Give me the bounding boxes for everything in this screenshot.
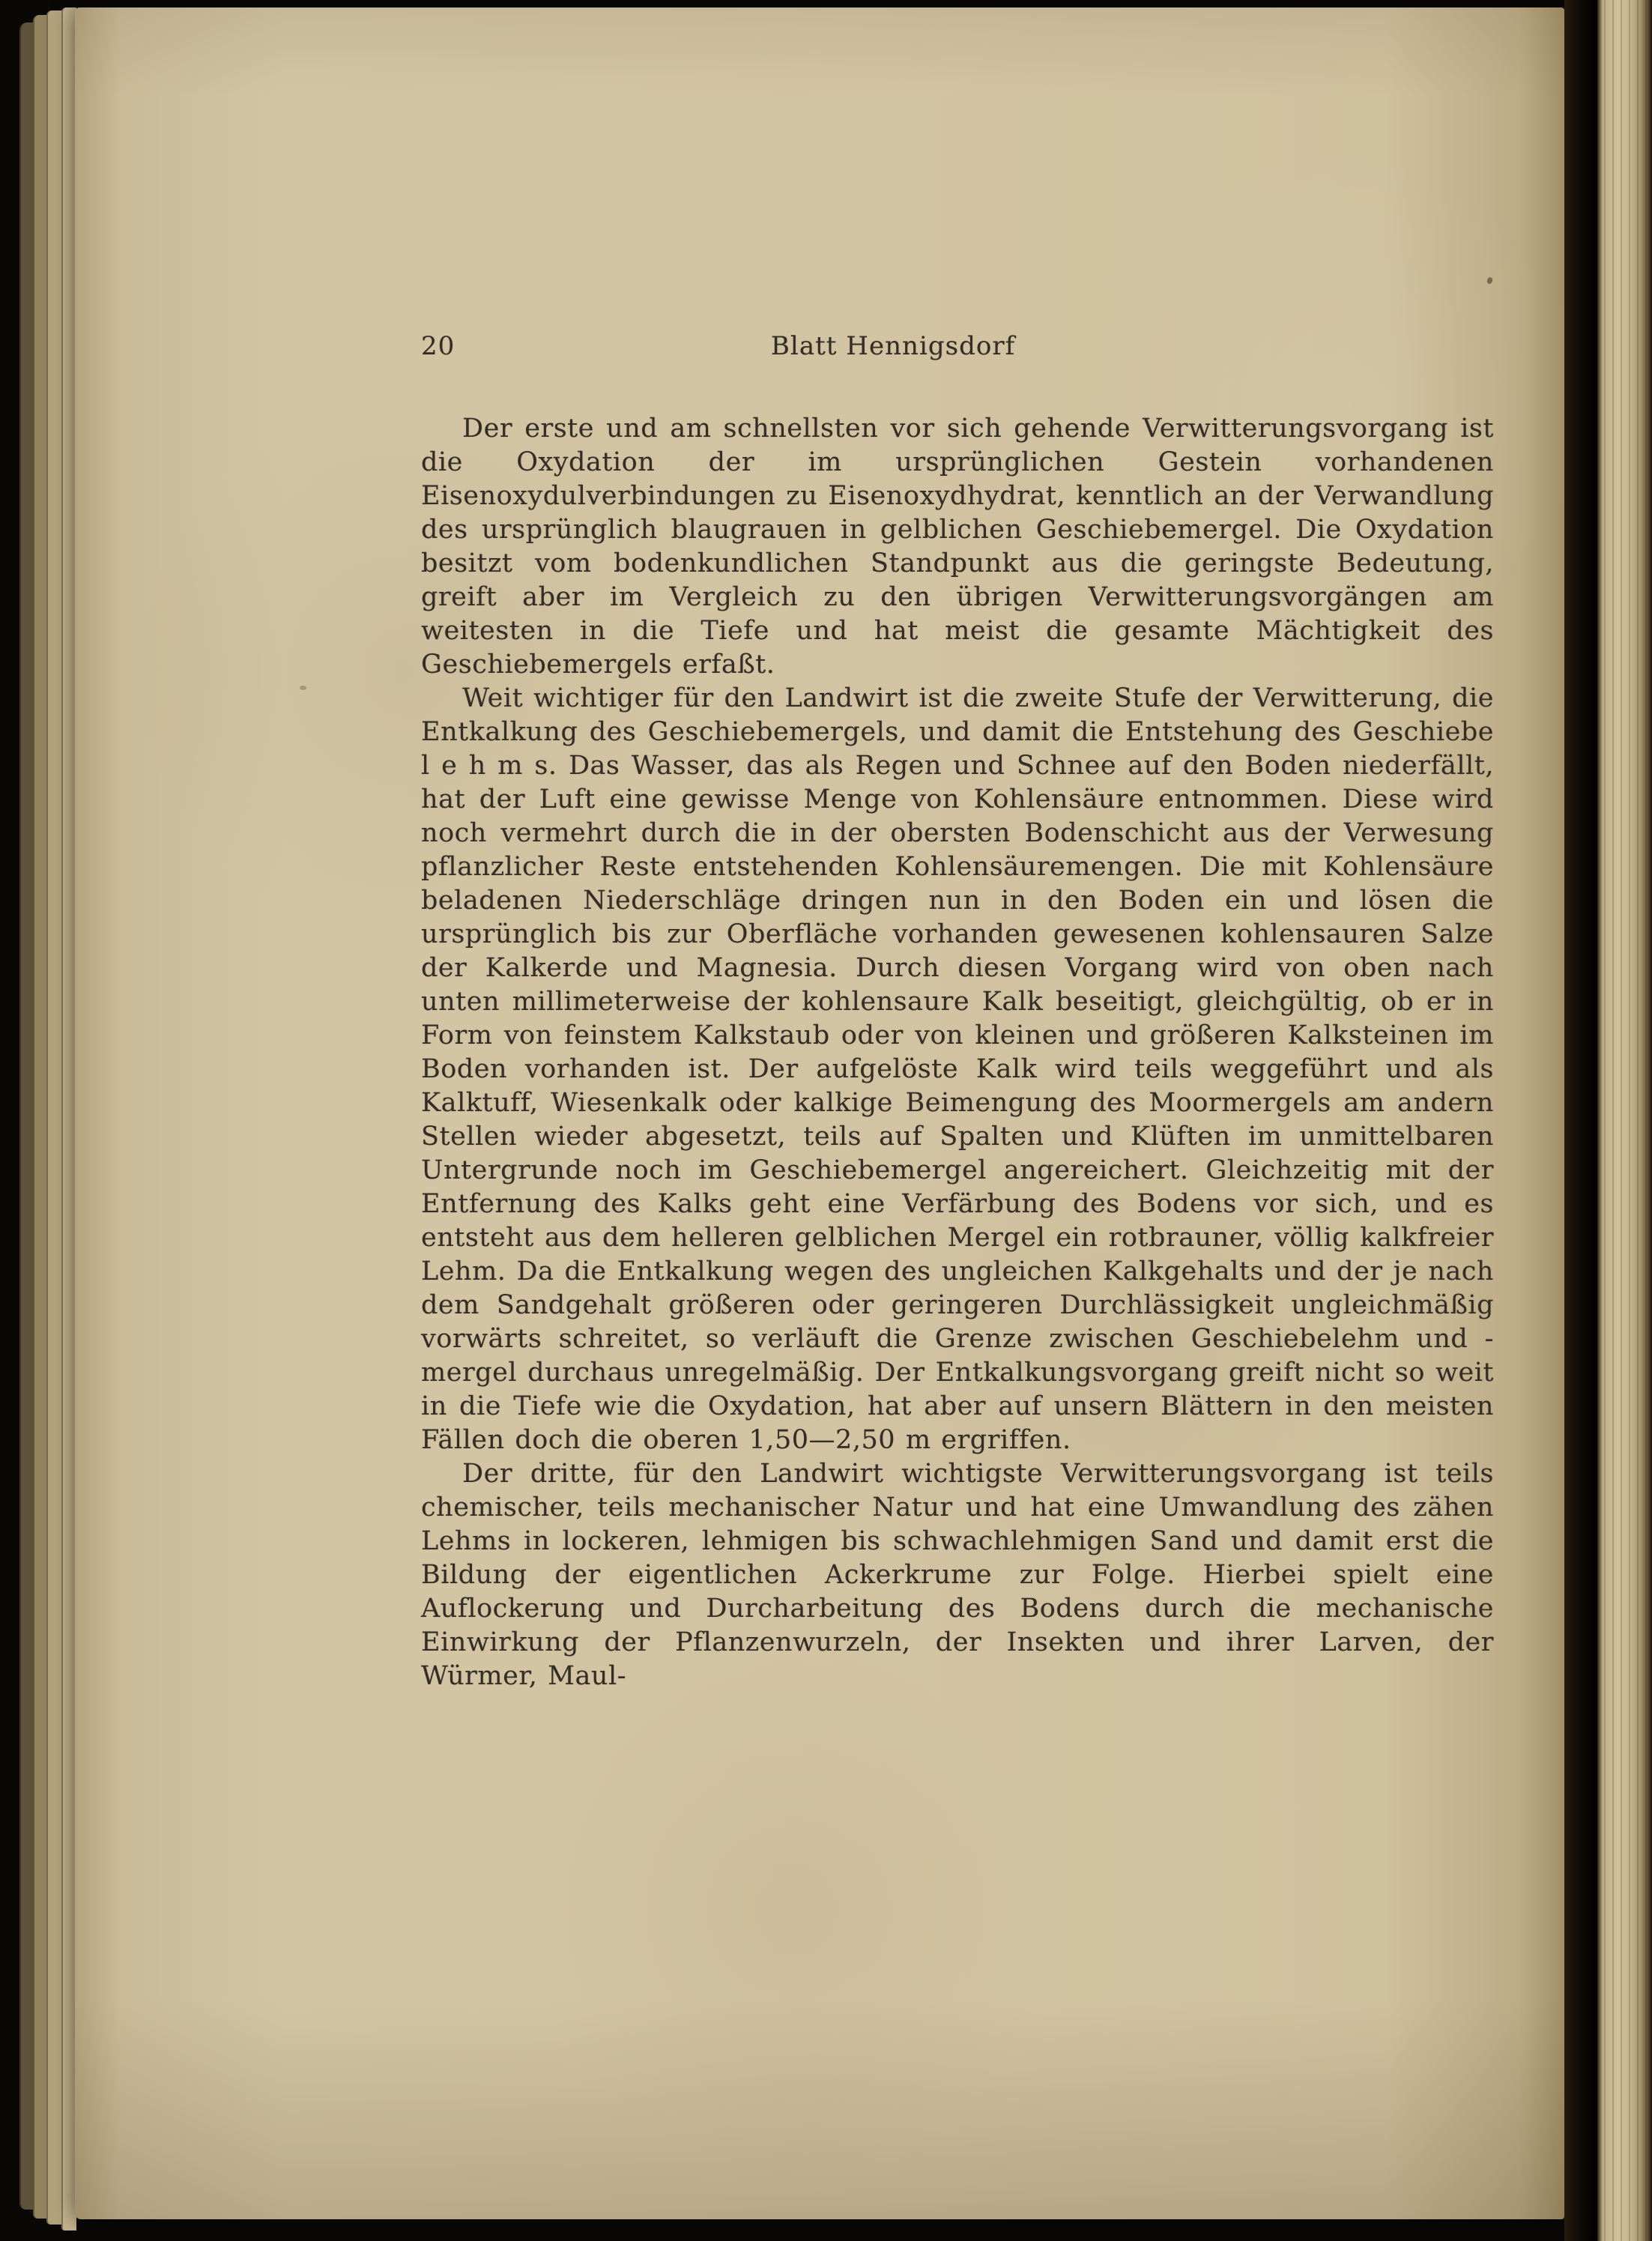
paragraph-2: Weit wichtiger für den Landwirt ist die zweite Stufe der Verwitterung, die Entkalkung des Geschiebemergels, und damit die Entstehung des Geschiebe l e h m s. Das Wasser, das als Regen und Schnee auf den Boden niederfällt, hat der Luft eine gewisse Menge von Kohlensäure entnommen. Diese wird noch vermehrt durch die in der obersten Bodenschicht aus der Verwesung pflanzlicher Reste entstehenden Kohlensäuremengen. Die mit Kohlensäure beladenen Niederschläge dringen nun in den Boden ein und lösen die ursprünglich bis zur Oberfläche vorhanden gewesenen kohlensauren Salze der Kalkerde und Magnesia. Durch diesen Vorgang wird von oben nach unten millimeterweise der kohlensaure Kalk beseitigt, gleichgültig, ob er in Form von feinstem Kalkstaub oder von kleinen und größeren Kalksteinen im Boden vorhanden ist. Der aufgelöste Kalk wird teils weggeführt und als Kalktuff, Wiesenkalk oder kalkige Beimengung des Moormergels am andern Stellen wieder abgesetzt, teils auf Spalten und Klüften im unmittelbaren Untergrunde noch im Geschiebemergel angereichert. Gleichzeitig mit der Entfernung des Kalks geht eine Verfärbung des Bodens vor sich, und es entsteht aus dem helleren gelblichen Mergel ein rotbrauner, völlig kalkfreier Lehm. Da die Entkalkung wegen des ungleichen Kalkgehalts und der je nach dem Sandgehalt größeren oder geringeren Durchlässigkeit ungleichmäßig vorwärts schreitet, so verläuft die Grenze zwischen Geschiebelehm und -mergel durchaus unregelmäßig. Der Entkalkungsvorgang greift nicht so weit in die Tiefe wie die Oxydation, hat aber auf unsern Blättern in den meisten Fällen doch die oberen 1,50—2,50 m ergriffen. xyxy=(421,683,1494,1455)
stacked-page-edge xyxy=(19,22,34,2210)
book-page xyxy=(75,7,1564,2219)
book-fore-edge xyxy=(1597,0,1652,2241)
paragraph-3: Der dritte, für den Landwirt wichtigste Verwitterungsvorgang ist teils chemischer, teils mechanischer Natur und hat eine Umwandlung des zähen Lehms in lockeren, lehmigen bis schwachlehmigen Sand und damit erst die Bildung der eigentlichen Ackerkrume zur Folge. Hierbei spielt eine Auflockerung und Durcharbeitung des Bodens durch die mechanische Einwirkung der Pflanzenwurzeln, der Insekten und ihrer Larven, der Würmer, Maul- xyxy=(421,1459,1494,1691)
ink-speck xyxy=(300,686,306,690)
page-gutter-shadow xyxy=(1564,0,1597,2241)
ink-speck xyxy=(1486,276,1494,285)
running-header-title: Blatt Hennigsdorf xyxy=(770,331,1016,361)
body-text xyxy=(421,412,1494,1693)
running-head xyxy=(421,331,1494,366)
stacked-page-edge xyxy=(46,10,63,2225)
stacked-page-edge xyxy=(33,15,48,2219)
page-number: 20 xyxy=(421,331,456,361)
paragraph-1: Der erste und am schnellsten vor sich gehende Verwitterungsvorgang ist die Oxydation der im ursprünglichen Gestein vorhandenen Eisenoxydulverbindungen zu Eisenoxydhydrat, kenntlich an der Verwandlung des ursprünglich blaugrauen in gelblichen Geschiebemergel. Die Oxydation besitzt vom bodenkundlichen Standpunkt aus die geringste Bedeutung, greift aber im Vergleich zu den übrigen Verwitterungsvorgängen am weitesten in die Tiefe und hat meist die gesamte Mächtigkeit des Geschiebemergels erfaßt. xyxy=(421,414,1494,680)
text-block xyxy=(421,331,1494,1693)
stacked-page-edge xyxy=(61,7,76,2231)
